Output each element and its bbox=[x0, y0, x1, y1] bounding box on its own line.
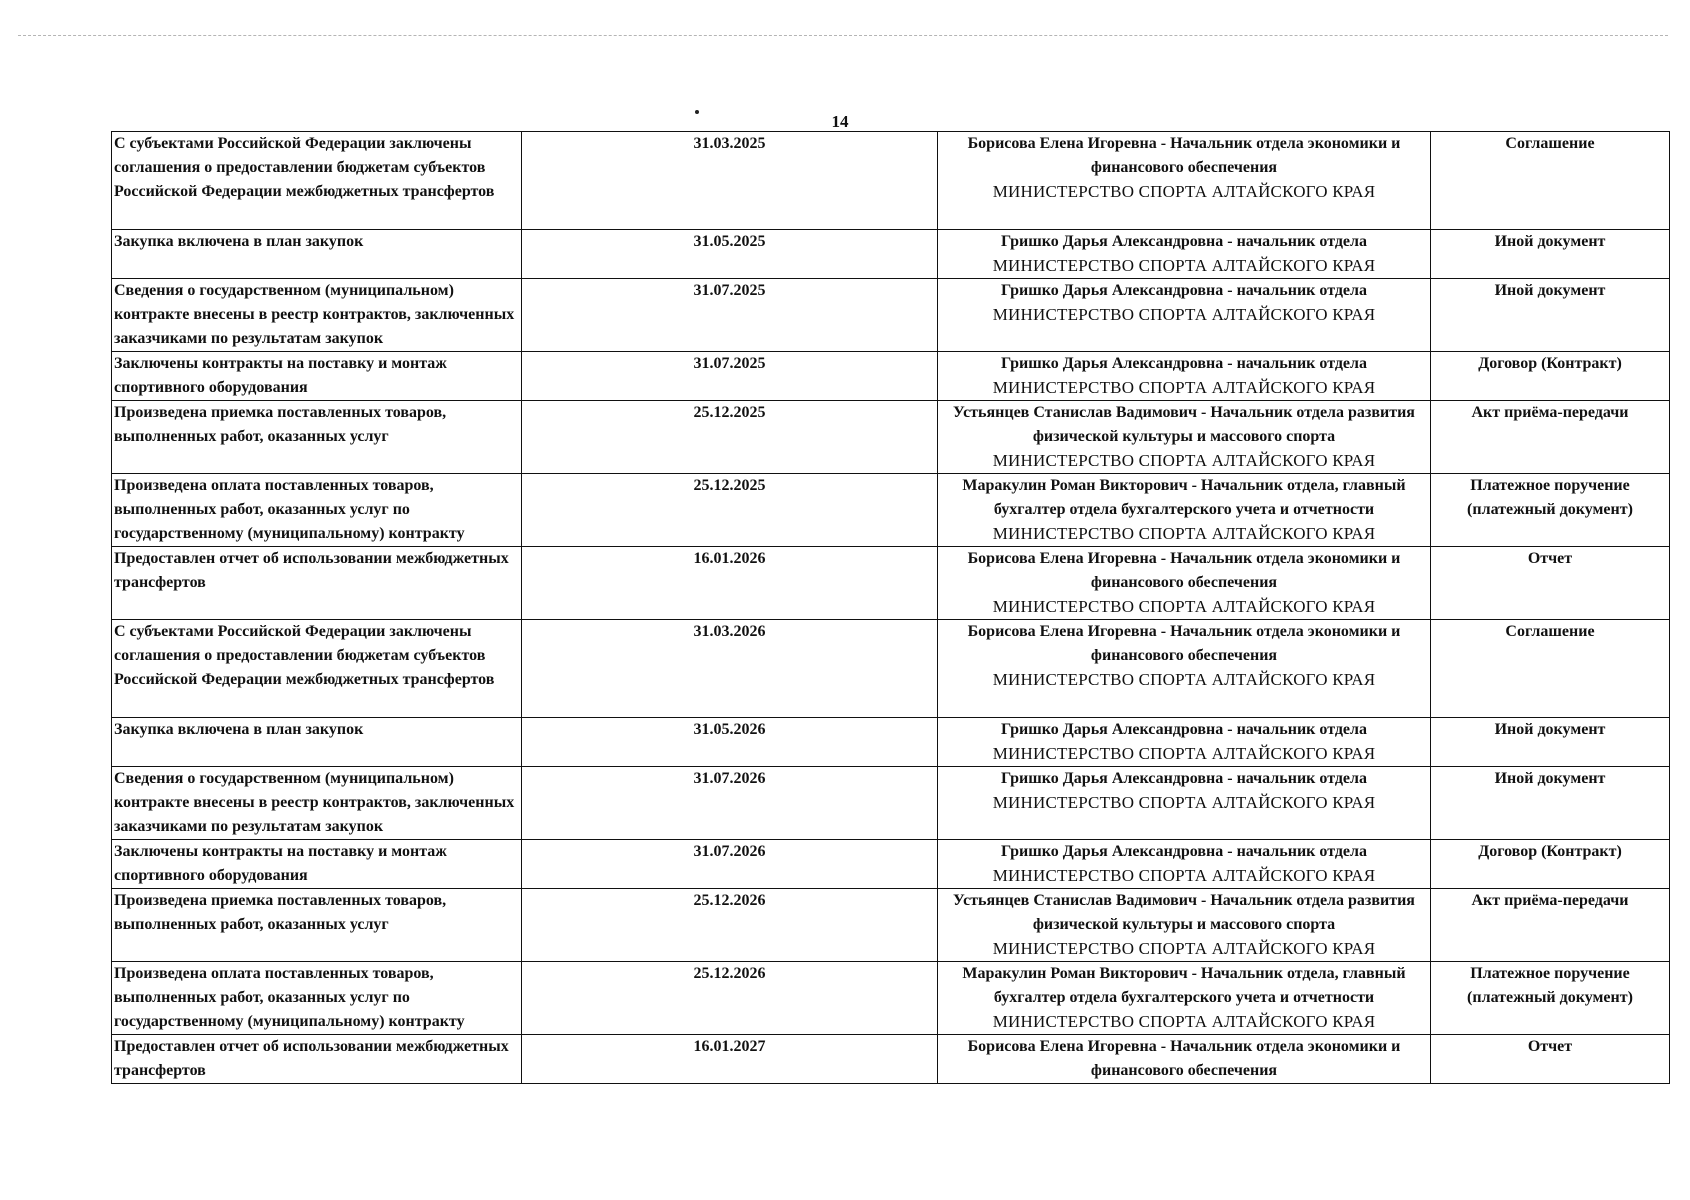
scan-dot bbox=[695, 110, 699, 114]
document-type-cell: Акт приёма-передачи bbox=[1431, 401, 1670, 474]
table-row bbox=[112, 401, 1670, 474]
responsible-person: Гришко Дарья Александровна - начальник отдела bbox=[1000, 233, 1368, 250]
event-cell: С субъектами Российской Федерации заключены соглашения о предоставлении бюджетам субъектов Российской Федерации межбюджетных трансфертов bbox=[112, 620, 522, 718]
document-type-cell: Договор (Контракт) bbox=[1431, 352, 1670, 401]
document-type-cell: Отчет bbox=[1431, 1035, 1670, 1084]
table-row bbox=[112, 1035, 1670, 1084]
date-cell: 16.01.2026 bbox=[522, 547, 938, 620]
responsible-person: Гришко Дарья Александровна - начальник отдела bbox=[1000, 282, 1368, 299]
document-type-cell: Акт приёма-передачи bbox=[1431, 889, 1670, 962]
event-cell: Заключены контракты на поставку и монтаж спортивного оборудования bbox=[112, 840, 522, 889]
ministry-name: МИНИСТЕРСТВО СПОРТА АЛТАЙСКОГО КРАЯ bbox=[992, 524, 1376, 543]
responsible-cell bbox=[938, 889, 1431, 962]
responsible-person: Борисова Елена Игоревна - Начальник отдела экономики и финансового обеспечения bbox=[967, 135, 1401, 176]
date-cell: 16.01.2027 bbox=[522, 1035, 938, 1084]
document-type-cell: Отчет bbox=[1431, 547, 1670, 620]
event-cell: Произведена оплата поставленных товаров, выполненных работ, оказанных услуг по государственному (муниципальному) контракту bbox=[112, 474, 522, 547]
document-type-cell: Платежное поручение (платежный документ) bbox=[1431, 474, 1670, 547]
date-cell: 25.12.2025 bbox=[522, 401, 938, 474]
responsible-cell bbox=[938, 474, 1431, 547]
date-cell: 31.07.2025 bbox=[522, 279, 938, 352]
responsible-person: Борисова Елена Игоревна - Начальник отдела экономики и финансового обеспечения bbox=[967, 623, 1401, 664]
responsible-person: Борисова Елена Игоревна - Начальник отдела экономики и финансового обеспечения bbox=[967, 1038, 1401, 1079]
date-cell: 25.12.2025 bbox=[522, 474, 938, 547]
ministry-name: МИНИСТЕРСТВО СПОРТА АЛТАЙСКОГО КРАЯ bbox=[992, 744, 1376, 763]
date-cell: 31.03.2026 bbox=[522, 620, 938, 718]
table-row bbox=[112, 889, 1670, 962]
responsible-cell bbox=[938, 230, 1431, 279]
responsible-cell bbox=[938, 840, 1431, 889]
table-row bbox=[112, 132, 1670, 230]
responsible-cell bbox=[938, 718, 1431, 767]
responsible-person: Гришко Дарья Александровна - начальник отдела bbox=[1000, 770, 1368, 787]
event-cell: Произведена оплата поставленных товаров, выполненных работ, оказанных услуг по государственному (муниципальному) контракту bbox=[112, 962, 522, 1035]
ministry-name: МИНИСТЕРСТВО СПОРТА АЛТАЙСКОГО КРАЯ bbox=[992, 670, 1376, 689]
responsible-person: Маракулин Роман Викторович - Начальник отдела, главный бухгалтер отдела бухгалтерского учета и отчетности bbox=[962, 477, 1406, 518]
scan-edge-line bbox=[18, 35, 1668, 36]
ministry-name: МИНИСТЕРСТВО СПОРТА АЛТАЙСКОГО КРАЯ bbox=[992, 939, 1376, 958]
document-type-cell: Платежное поручение (платежный документ) bbox=[1431, 962, 1670, 1035]
responsible-person: Гришко Дарья Александровна - начальник отдела bbox=[1000, 355, 1368, 372]
table-row bbox=[112, 474, 1670, 547]
date-cell: 31.07.2025 bbox=[522, 352, 938, 401]
responsible-person: Гришко Дарья Александровна - начальник отдела bbox=[1000, 721, 1368, 738]
responsible-person: Устьянцев Станислав Вадимович - Начальник отдела развития физической культуры и массового спорта bbox=[953, 892, 1415, 933]
table-row bbox=[112, 547, 1670, 620]
ministry-name: МИНИСТЕРСТВО СПОРТА АЛТАЙСКОГО КРАЯ bbox=[992, 793, 1376, 812]
responsible-cell bbox=[938, 401, 1431, 474]
table-row bbox=[112, 718, 1670, 767]
document-type-cell: Иной документ bbox=[1431, 230, 1670, 279]
ministry-name: МИНИСТЕРСТВО СПОРТА АЛТАЙСКОГО КРАЯ bbox=[992, 451, 1376, 470]
responsible-cell bbox=[938, 132, 1431, 230]
document-type-cell: Соглашение bbox=[1431, 132, 1670, 230]
responsible-person: Гришко Дарья Александровна - начальник отдела bbox=[1000, 843, 1368, 860]
responsible-cell bbox=[938, 962, 1431, 1035]
document-type-cell: Иной документ bbox=[1431, 718, 1670, 767]
responsible-cell bbox=[938, 1035, 1431, 1084]
ministry-name: МИНИСТЕРСТВО СПОРТА АЛТАЙСКОГО КРАЯ bbox=[992, 378, 1376, 397]
control-points-table bbox=[111, 131, 1670, 1084]
ministry-name: МИНИСТЕРСТВО СПОРТА АЛТАЙСКОГО КРАЯ bbox=[992, 305, 1376, 324]
ministry-name: МИНИСТЕРСТВО СПОРТА АЛТАЙСКОГО КРАЯ bbox=[992, 597, 1376, 616]
event-cell: Сведения о государственном (муниципальном) контракте внесены в реестр контрактов, заключенных заказчиками по результатам закупок bbox=[112, 767, 522, 840]
date-cell: 31.05.2025 bbox=[522, 230, 938, 279]
date-cell: 31.03.2025 bbox=[522, 132, 938, 230]
responsible-person: Борисова Елена Игоревна - Начальник отдела экономики и финансового обеспечения bbox=[967, 550, 1401, 591]
date-cell: 31.05.2026 bbox=[522, 718, 938, 767]
ministry-name: МИНИСТЕРСТВО СПОРТА АЛТАЙСКОГО КРАЯ bbox=[992, 1012, 1376, 1031]
table-row bbox=[112, 352, 1670, 401]
ministry-name: МИНИСТЕРСТВО СПОРТА АЛТАЙСКОГО КРАЯ bbox=[992, 866, 1376, 885]
responsible-cell bbox=[938, 279, 1431, 352]
event-cell: С субъектами Российской Федерации заключены соглашения о предоставлении бюджетам субъектов Российской Федерации межбюджетных трансфертов bbox=[112, 132, 522, 230]
event-cell: Заключены контракты на поставку и монтаж спортивного оборудования bbox=[112, 352, 522, 401]
event-cell: Произведена приемка поставленных товаров, выполненных работ, оказанных услуг bbox=[112, 401, 522, 474]
table-row bbox=[112, 230, 1670, 279]
responsible-cell bbox=[938, 767, 1431, 840]
responsible-cell bbox=[938, 352, 1431, 401]
table-row bbox=[112, 962, 1670, 1035]
date-cell: 31.07.2026 bbox=[522, 840, 938, 889]
table-body bbox=[112, 132, 1670, 1084]
event-cell: Закупка включена в план закупок bbox=[112, 230, 522, 279]
responsible-person: Маракулин Роман Викторович - Начальник отдела, главный бухгалтер отдела бухгалтерского учета и отчетности bbox=[962, 965, 1406, 1006]
table-row bbox=[112, 279, 1670, 352]
responsible-person: Устьянцев Станислав Вадимович - Начальник отдела развития физической культуры и массового спорта bbox=[953, 404, 1415, 445]
event-cell: Закупка включена в план закупок bbox=[112, 718, 522, 767]
table-row bbox=[112, 767, 1670, 840]
ministry-name: МИНИСТЕРСТВО СПОРТА АЛТАЙСКОГО КРАЯ bbox=[992, 256, 1376, 275]
date-cell: 25.12.2026 bbox=[522, 962, 938, 1035]
document-type-cell: Иной документ bbox=[1431, 767, 1670, 840]
event-cell: Предоставлен отчет об использовании межбюджетных трансфертов bbox=[112, 1035, 522, 1084]
responsible-cell bbox=[938, 620, 1431, 718]
page-number: 14 bbox=[831, 112, 849, 131]
document-type-cell: Договор (Контракт) bbox=[1431, 840, 1670, 889]
ministry-name: МИНИСТЕРСТВО СПОРТА АЛТАЙСКОГО КРАЯ bbox=[992, 182, 1376, 201]
event-cell: Сведения о государственном (муниципальном) контракте внесены в реестр контрактов, заключенных заказчиками по результатам закупок bbox=[112, 279, 522, 352]
event-cell: Произведена приемка поставленных товаров, выполненных работ, оказанных услуг bbox=[112, 889, 522, 962]
table-row bbox=[112, 840, 1670, 889]
responsible-cell bbox=[938, 547, 1431, 620]
table-row bbox=[112, 620, 1670, 718]
document-type-cell: Иной документ bbox=[1431, 279, 1670, 352]
date-cell: 25.12.2026 bbox=[522, 889, 938, 962]
document-type-cell: Соглашение bbox=[1431, 620, 1670, 718]
event-cell: Предоставлен отчет об использовании межбюджетных трансфертов bbox=[112, 547, 522, 620]
date-cell: 31.07.2026 bbox=[522, 767, 938, 840]
